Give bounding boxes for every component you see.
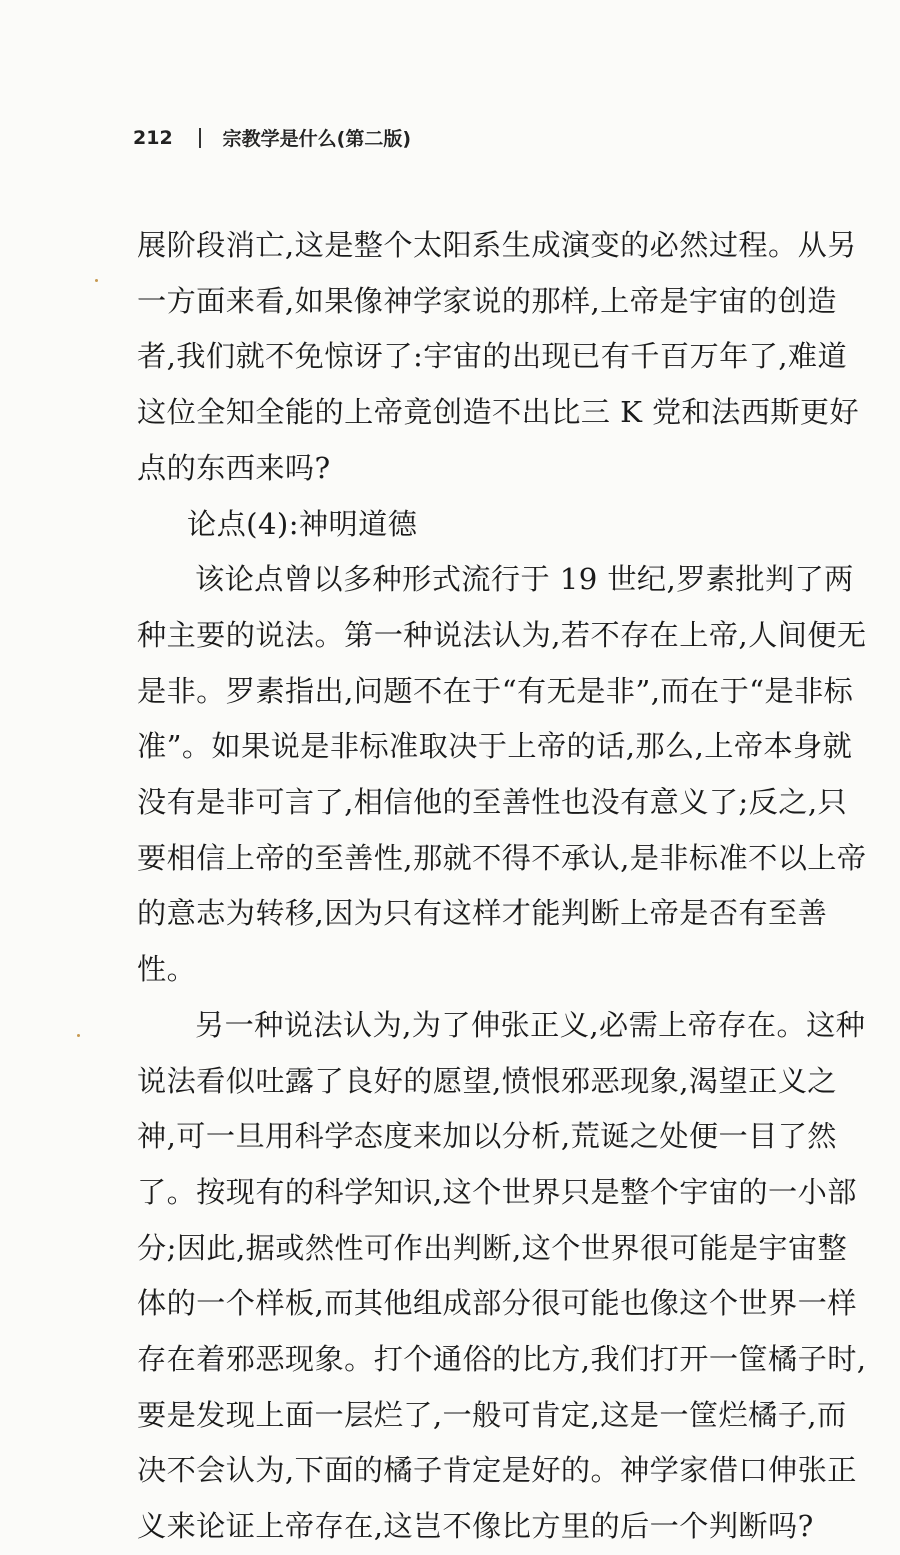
paper-speck [95, 279, 98, 282]
book-title: 宗教学是什么(第二版) [222, 128, 412, 150]
paragraph-continuation: 展阶段消亡,这是整个太阳系生成演变的必然过程。从另一方面来看,如果像神学家说的那样,上帝是宇宙的创造者,我们就不免惊讶了:宇宙的出现已有千百万年了,难道这位全知全能的上帝竟创造不出比三 K 党和法西斯更好点的东西来吗? [137, 228, 860, 485]
section-subheading: 论点(4):神明道德 [187, 506, 418, 541]
header-divider [199, 128, 201, 148]
page-number: 212 [133, 126, 173, 149]
page-header [133, 124, 411, 151]
paragraph: 另一种说法认为,为了伸张正义,必需上帝存在。这种说法看似吐露了良好的愿望,愤恨邪恶现象,渴望正义之神,可一旦用科学态度来加以分析,荒诞之处便一目了然了。按现有的科学知识,这个世界只是整个宇宙的一小部分;因此,据或然性可作出判断,这个世界很可能是宇宙整体的一个样板,而其他组成部分很可能也像这个世界一样存在着邪恶现象。打个通俗的比方,我们打开一筐橘子时,要是发现上面一层烂了,一般可肯定,这是一筐烂橘子,而决不会认为,下面的橘子肯定是好的。神学家借口伸张正义来论证上帝存在,这岂不像比方里的后一个判断吗? [137, 1007, 867, 1544]
page-body [137, 218, 873, 1555]
paper-speck [77, 1034, 80, 1037]
paragraph: 该论点曾以多种形式流行于 19 世纪,罗素批判了两种主要的说法。第一种说法认为,若不存在上帝,人间便无是非。罗素指出,问题不在于“有无是非”,而在于“是非标准”。如果说是非标准取决于上帝的话,那么,上帝本身就没有是非可言了,相信他的至善性也没有意义了;反之,只要相信上帝的至善性,那就不得不承认,是非标准不以上帝的意志为转移,因为只有这样才能判断上帝是否有至善性。 [137, 562, 867, 987]
